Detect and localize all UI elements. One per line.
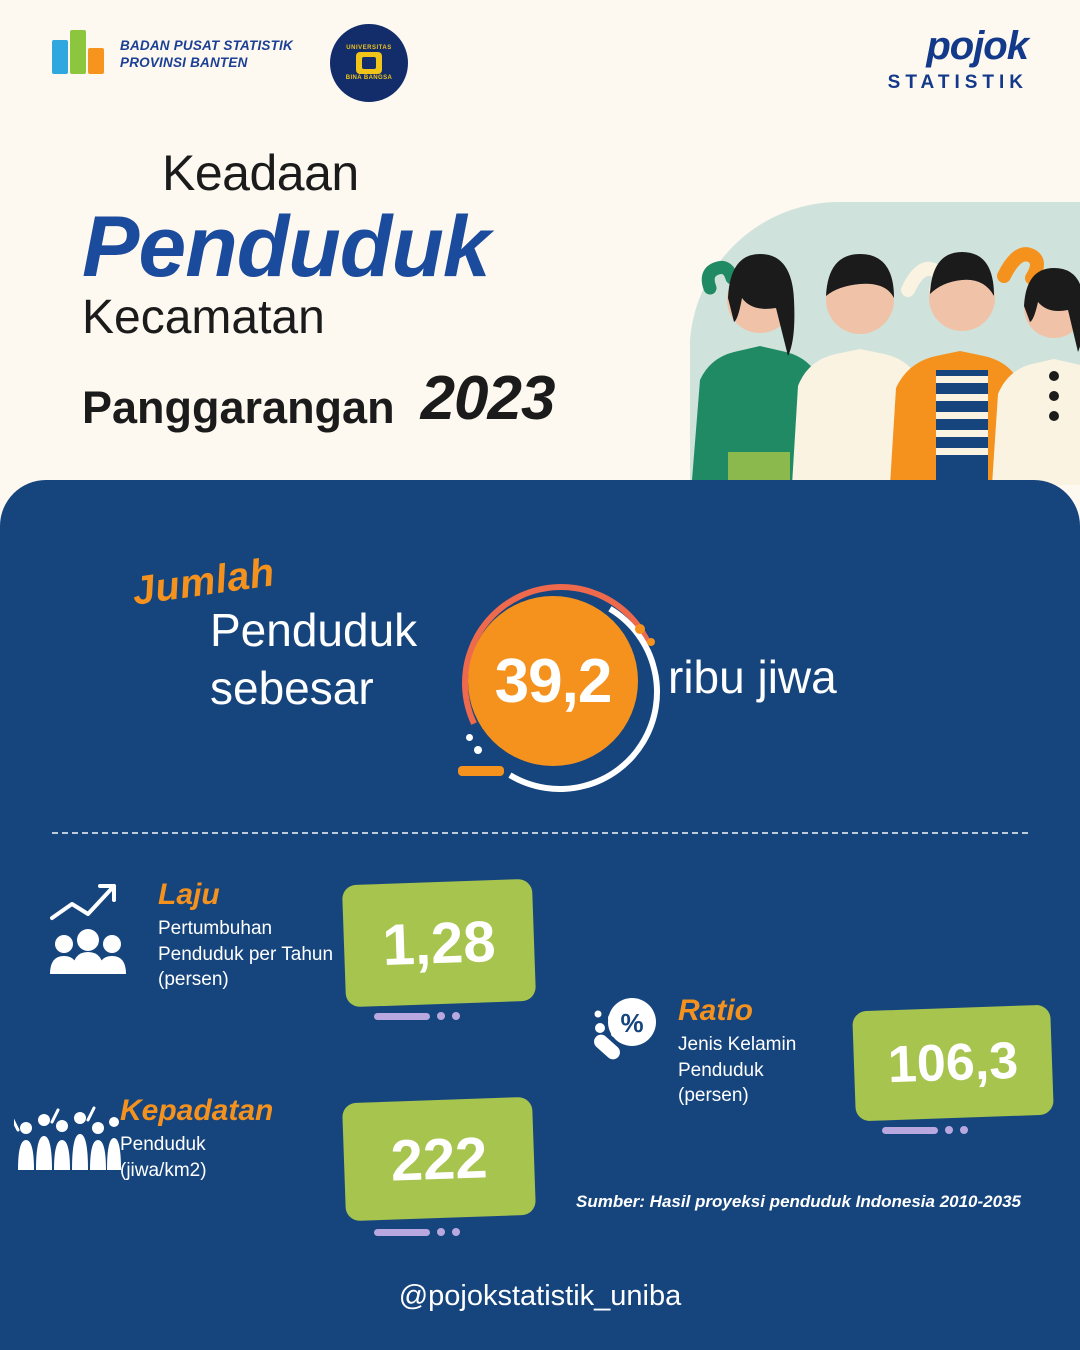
chip-bar xyxy=(882,1127,938,1134)
chip-dot xyxy=(452,1228,460,1236)
chip-bar xyxy=(374,1013,430,1020)
stat-ratio-sub xyxy=(678,1032,796,1109)
growth-chart-people-icon xyxy=(48,882,148,987)
bps-line-2: PROVINSI BANTEN xyxy=(120,55,248,70)
stat-kepadatan-value: 222 xyxy=(342,1097,536,1222)
title-region: Panggarangan xyxy=(82,382,395,434)
title-line-2: Penduduk xyxy=(82,199,490,295)
chip-dot xyxy=(960,1126,968,1134)
stats-panel xyxy=(0,480,1080,1350)
uniba-top-text: UNIVERSITAS xyxy=(346,45,392,51)
stat-ratio-sub-2: Penduduk xyxy=(678,1059,764,1081)
svg-text:%: % xyxy=(620,1008,644,1038)
stat-kepadatan-text xyxy=(120,1096,273,1183)
title-block xyxy=(82,145,702,434)
bubble-dash-1 xyxy=(458,766,504,776)
section-divider xyxy=(52,832,1028,834)
stat-ratio-sub-1: Jenis Kelamin xyxy=(678,1034,797,1055)
stat-laju-sub-2: Penduduk per Tahun xyxy=(158,943,334,965)
bps-line-1: BADAN PUSAT STATISTIK xyxy=(120,38,293,54)
stat-laju-text xyxy=(158,880,333,993)
chip-bar xyxy=(374,1229,430,1236)
chip-dot xyxy=(945,1126,953,1134)
stat-laju-value: 1,28 xyxy=(342,879,536,1008)
population-unit: ribu jiwa xyxy=(668,651,837,703)
title-region-row xyxy=(82,364,702,434)
bps-logo-mark xyxy=(52,30,110,80)
social-handle: @pojokstatistik_uniba xyxy=(398,1280,682,1312)
uniba-logo-inner xyxy=(339,33,399,93)
stat-laju-sub-3: (persen) xyxy=(158,969,229,991)
population-bubble xyxy=(460,588,646,774)
bubble-dot-2 xyxy=(647,638,655,646)
jumlah-script-label: Jumlah xyxy=(129,550,278,614)
total-population-block xyxy=(0,550,1080,790)
crowd-density-icon xyxy=(14,1106,124,1181)
jumlah-description xyxy=(210,602,417,717)
chip-dot xyxy=(452,1012,460,1020)
uniba-logo xyxy=(330,24,408,102)
title-year: 2023 xyxy=(420,364,555,434)
stat-ratio-script: Ratio xyxy=(678,994,753,1027)
stat-kepadatan-sub-2: (jiwa/km2) xyxy=(120,1159,207,1181)
bubble-dot-1 xyxy=(635,624,645,634)
gender-ratio-icon xyxy=(586,996,666,1087)
source-note: Sumber: Hasil proyeksi penduduk Indonesia 2010-2035 xyxy=(576,1192,1021,1211)
bps-logo-text xyxy=(120,38,293,72)
title-line-1: Keadaan xyxy=(162,145,359,201)
stat-kepadatan-chip-deco xyxy=(374,1228,460,1236)
jumlah-line-1: Penduduk xyxy=(210,604,418,656)
bubble-dot-4 xyxy=(466,734,473,741)
stat-laju-sub-1: Pertumbuhan xyxy=(158,918,273,939)
chip-dot xyxy=(437,1012,445,1020)
stat-kepadatan-sub xyxy=(120,1132,273,1183)
chip-dot xyxy=(437,1228,445,1236)
stat-kepadatan-sub-1: Penduduk xyxy=(120,1134,206,1155)
header xyxy=(0,0,1080,120)
bubble-dot-3 xyxy=(474,746,482,754)
pojok-wordmark: pojok xyxy=(926,24,1028,68)
stat-ratio-text xyxy=(678,996,796,1109)
stat-laju-sub xyxy=(158,916,333,993)
title-line-3: Kecamatan xyxy=(82,291,325,345)
stat-kepadatan-script: Kepadatan xyxy=(120,1094,274,1127)
uniba-bottom-text: BINA BANGSA xyxy=(345,75,393,81)
bps-logo xyxy=(52,30,293,80)
stat-laju-script: Laju xyxy=(158,878,220,911)
stat-ratio-value: 106,3 xyxy=(852,1005,1054,1122)
pojok-statistik-logo xyxy=(888,26,1028,94)
jumlah-line-2: sebesar xyxy=(210,661,374,714)
stat-ratio-chip-deco xyxy=(882,1126,968,1134)
people-illustration xyxy=(650,180,1080,490)
uniba-shield-icon xyxy=(356,52,382,74)
pojok-subtitle: STATISTIK xyxy=(887,72,1028,93)
population-value: 39,2 xyxy=(468,596,638,766)
stat-ratio-sub-3: (persen) xyxy=(678,1085,749,1107)
stat-laju-chip-deco xyxy=(374,1012,460,1020)
